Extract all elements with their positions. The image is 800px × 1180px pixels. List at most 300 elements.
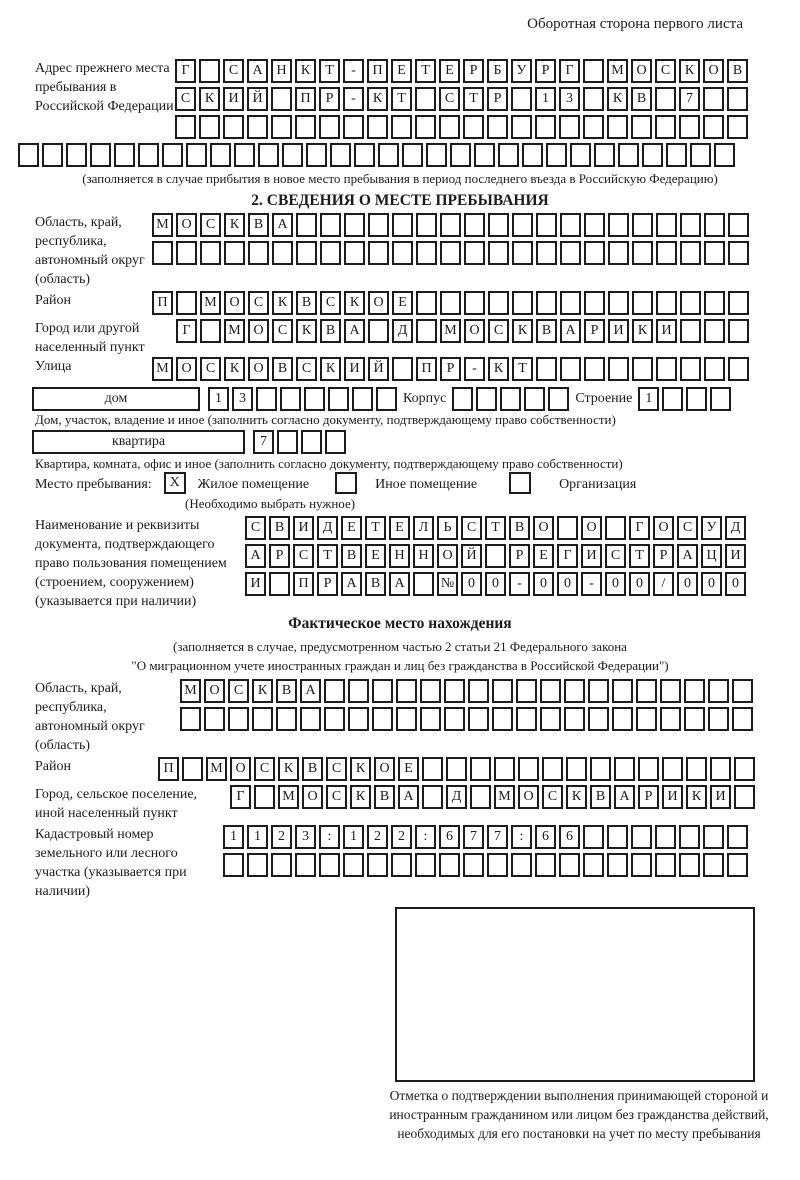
- char-cell: [583, 59, 604, 83]
- char-cell: [175, 115, 196, 139]
- char-cell: 1: [208, 387, 229, 411]
- char-cell: [636, 679, 657, 703]
- char-cell: [632, 213, 653, 237]
- char-cell: К: [488, 357, 509, 381]
- char-cell: [679, 853, 700, 877]
- char-cell: [392, 357, 413, 381]
- char-cell: [559, 853, 580, 877]
- char-cell: [280, 387, 301, 411]
- char-cell: Ь: [437, 516, 458, 540]
- char-cell: [446, 757, 467, 781]
- char-cell: [422, 757, 443, 781]
- char-cell: С: [326, 757, 347, 781]
- cadastral-cells-row-2: [223, 853, 751, 877]
- char-cell: [487, 853, 508, 877]
- char-cell: Д: [392, 319, 413, 343]
- char-cell: Р: [463, 59, 484, 83]
- cadastral-cells-row-1: [223, 825, 751, 849]
- char-cell: [488, 213, 509, 237]
- char-cell: Г: [559, 59, 580, 83]
- char-cell: О: [374, 757, 395, 781]
- char-cell: Н: [413, 544, 434, 568]
- char-cell: Т: [463, 87, 484, 111]
- char-cell: С: [245, 516, 266, 540]
- char-cell: [271, 87, 292, 111]
- street-cells: [152, 357, 752, 381]
- char-cell: К: [686, 785, 707, 809]
- char-cell: К: [320, 357, 341, 381]
- char-cell: С: [677, 516, 698, 540]
- char-cell: Е: [341, 516, 362, 540]
- char-cell: [372, 707, 393, 731]
- char-cell: /: [653, 572, 674, 596]
- char-cell: С: [254, 757, 275, 781]
- char-cell: С: [293, 544, 314, 568]
- actual-region-cells-row-1: [180, 679, 756, 703]
- char-cell: В: [302, 757, 323, 781]
- char-cell: А: [677, 544, 698, 568]
- char-cell: -: [343, 87, 364, 111]
- char-cell: [420, 707, 441, 731]
- char-cell: Ц: [701, 544, 722, 568]
- char-cell: А: [344, 319, 365, 343]
- char-cell: С: [200, 213, 221, 237]
- document-cells-row-3: [245, 572, 749, 596]
- char-cell: [734, 785, 755, 809]
- char-cell: 6: [439, 825, 460, 849]
- char-cell: Б: [487, 59, 508, 83]
- char-cell: [470, 757, 491, 781]
- char-cell: [540, 707, 561, 731]
- char-cell: [662, 387, 683, 411]
- char-cell: 2: [271, 825, 292, 849]
- char-cell: :: [415, 825, 436, 849]
- char-cell: [560, 241, 581, 265]
- section2-title: 2. СВЕДЕНИЯ О МЕСТЕ ПРЕБЫВАНИЯ: [251, 192, 549, 209]
- char-cell: [90, 143, 111, 167]
- char-cell: К: [350, 785, 371, 809]
- char-cell: А: [560, 319, 581, 343]
- char-cell: [402, 143, 423, 167]
- char-cell: [536, 241, 557, 265]
- char-cell: В: [272, 357, 293, 381]
- char-cell: 1: [638, 387, 659, 411]
- actual-city-row: [35, 785, 800, 823]
- house-number-cells: [208, 389, 400, 406]
- char-cell: [344, 213, 365, 237]
- char-cell: С: [326, 785, 347, 809]
- char-cell: [42, 143, 63, 167]
- char-cell: [704, 241, 725, 265]
- char-cell: [413, 572, 434, 596]
- char-cell: О: [464, 319, 485, 343]
- char-cell: [301, 430, 322, 454]
- char-cell: [564, 707, 585, 731]
- char-cell: [632, 291, 653, 315]
- char-cell: А: [300, 679, 321, 703]
- char-cell: 0: [605, 572, 626, 596]
- char-cell: [605, 516, 626, 540]
- char-cell: [348, 707, 369, 731]
- char-cell: У: [511, 59, 532, 83]
- char-cell: М: [152, 357, 173, 381]
- char-cell: [684, 679, 705, 703]
- char-cell: Д: [317, 516, 338, 540]
- street-row: [35, 357, 800, 385]
- region-label: Область, край, республика, автономный округ (область): [35, 215, 145, 287]
- char-cell: П: [152, 291, 173, 315]
- char-cell: [564, 679, 585, 703]
- char-cell: [464, 213, 485, 237]
- char-cell: [199, 115, 220, 139]
- char-cell: И: [662, 785, 683, 809]
- region-row: [35, 213, 800, 289]
- char-cell: [631, 825, 652, 849]
- char-cell: [282, 143, 303, 167]
- char-cell: [396, 679, 417, 703]
- char-cell: [66, 143, 87, 167]
- char-cell: [542, 757, 563, 781]
- char-cell: [728, 291, 749, 315]
- header-note: Оборотная сторона первого листа: [527, 16, 743, 32]
- char-cell: [560, 213, 581, 237]
- char-cell: [368, 213, 389, 237]
- stay-type-note: (Необходимо выбрать нужное): [185, 496, 356, 512]
- char-cell: Р: [584, 319, 605, 343]
- char-cell: [376, 387, 397, 411]
- apartment-number-cells: [253, 430, 349, 447]
- char-cell: [304, 387, 325, 411]
- char-cell: [704, 291, 725, 315]
- char-cell: О: [248, 357, 269, 381]
- char-cell: [727, 115, 748, 139]
- char-cell: С: [296, 357, 317, 381]
- char-cell: [391, 115, 412, 139]
- prev-address-cells: [175, 59, 751, 143]
- char-cell: [536, 213, 557, 237]
- char-cell: [655, 115, 676, 139]
- char-cell: [468, 707, 489, 731]
- char-cell: [224, 241, 245, 265]
- char-cell: [439, 115, 460, 139]
- char-cell: И: [245, 572, 266, 596]
- char-cell: 0: [677, 572, 698, 596]
- char-cell: А: [272, 213, 293, 237]
- char-cell: [680, 291, 701, 315]
- registration-stamp-box: [395, 907, 755, 1082]
- char-cell: [680, 319, 701, 343]
- char-cell: 3: [295, 825, 316, 849]
- region-cells-row-1: [152, 213, 752, 237]
- checkbox-other-premises: [335, 472, 357, 494]
- prev-address-row-1: [175, 59, 751, 83]
- char-cell: [612, 707, 633, 731]
- char-cell: [498, 143, 519, 167]
- char-cell: [559, 115, 580, 139]
- char-cell: 1: [535, 87, 556, 111]
- char-cell: К: [199, 87, 220, 111]
- prev-address-row-2: [175, 87, 751, 111]
- char-cell: [660, 679, 681, 703]
- stroenie-cells: [638, 389, 734, 406]
- char-cell: Т: [365, 516, 386, 540]
- char-cell: [710, 757, 731, 781]
- char-cell: А: [247, 59, 268, 83]
- char-cell: [594, 143, 615, 167]
- char-cell: Т: [415, 59, 436, 83]
- char-cell: Е: [391, 59, 412, 83]
- char-cell: [199, 59, 220, 83]
- char-cell: Р: [269, 544, 290, 568]
- char-cell: Р: [440, 357, 461, 381]
- char-cell: [728, 357, 749, 381]
- char-cell: [535, 115, 556, 139]
- char-cell: [320, 241, 341, 265]
- char-cell: :: [511, 825, 532, 849]
- char-cell: [450, 143, 471, 167]
- char-cell: №: [437, 572, 458, 596]
- char-cell: [684, 707, 705, 731]
- apartment-type-box: квартира: [32, 430, 245, 454]
- char-cell: -: [581, 572, 602, 596]
- district-label: Район: [35, 293, 71, 308]
- char-cell: [114, 143, 135, 167]
- char-cell: [734, 757, 755, 781]
- char-cell: [348, 679, 369, 703]
- prev-address-block: [35, 59, 800, 143]
- char-cell: Т: [391, 87, 412, 111]
- char-cell: [415, 853, 436, 877]
- char-cell: [463, 115, 484, 139]
- char-cell: Е: [389, 516, 410, 540]
- char-cell: Р: [638, 785, 659, 809]
- char-cell: -: [343, 59, 364, 83]
- char-cell: А: [614, 785, 635, 809]
- char-cell: И: [293, 516, 314, 540]
- char-cell: [680, 357, 701, 381]
- char-cell: К: [272, 291, 293, 315]
- char-cell: -: [464, 357, 485, 381]
- document-label: Наименование и реквизиты документа, подтверждающего право пользования помещением (строением, сооружением) (указывается при наличии): [35, 518, 227, 610]
- char-cell: 2: [367, 825, 388, 849]
- char-cell: [416, 213, 437, 237]
- char-cell: [680, 241, 701, 265]
- char-cell: В: [727, 59, 748, 83]
- char-cell: М: [494, 785, 515, 809]
- char-cell: О: [631, 59, 652, 83]
- char-cell: В: [374, 785, 395, 809]
- char-cell: [608, 357, 629, 381]
- char-cell: К: [252, 679, 273, 703]
- char-cell: Й: [368, 357, 389, 381]
- char-cell: 2: [391, 825, 412, 849]
- char-cell: -: [509, 572, 530, 596]
- char-cell: [176, 241, 197, 265]
- char-cell: М: [152, 213, 173, 237]
- char-cell: О: [703, 59, 724, 83]
- char-cell: Р: [319, 87, 340, 111]
- char-cell: [522, 143, 543, 167]
- char-cell: И: [223, 87, 244, 111]
- char-cell: Й: [461, 544, 482, 568]
- char-cell: [328, 387, 349, 411]
- char-cell: [642, 143, 663, 167]
- char-cell: Е: [365, 544, 386, 568]
- char-cell: С: [228, 679, 249, 703]
- char-cell: [367, 853, 388, 877]
- char-cell: [439, 853, 460, 877]
- char-cell: [618, 143, 639, 167]
- char-cell: [704, 357, 725, 381]
- char-cell: И: [710, 785, 731, 809]
- char-cell: К: [607, 87, 628, 111]
- char-cell: [452, 387, 473, 411]
- char-cell: [295, 115, 316, 139]
- char-cell: Е: [392, 291, 413, 315]
- char-cell: [588, 679, 609, 703]
- char-cell: [524, 387, 545, 411]
- char-cell: К: [224, 357, 245, 381]
- char-cell: 0: [557, 572, 578, 596]
- char-cell: Л: [413, 516, 434, 540]
- char-cell: [354, 143, 375, 167]
- char-cell: [444, 679, 465, 703]
- char-cell: [607, 825, 628, 849]
- char-cell: [269, 572, 290, 596]
- char-cell: 7: [463, 825, 484, 849]
- char-cell: В: [365, 572, 386, 596]
- char-cell: К: [512, 319, 533, 343]
- char-cell: [583, 115, 604, 139]
- char-cell: Г: [175, 59, 196, 83]
- char-cell: О: [302, 785, 323, 809]
- char-cell: И: [608, 319, 629, 343]
- document-cells-row-1: [245, 516, 749, 540]
- char-cell: [732, 707, 753, 731]
- char-cell: [476, 387, 497, 411]
- actual-district-cells: [158, 757, 758, 781]
- char-cell: [607, 853, 628, 877]
- document-cells: [245, 516, 749, 600]
- cadastral-cells: [223, 825, 751, 881]
- char-cell: 1: [223, 825, 244, 849]
- prev-address-caption: (заполняется в случае прибытия в новое место пребывания в период последнего въезда в Российскую Федерацию): [82, 171, 718, 186]
- char-cell: [660, 707, 681, 731]
- char-cell: И: [656, 319, 677, 343]
- apartment-row: [32, 430, 800, 454]
- char-cell: Н: [271, 59, 292, 83]
- char-cell: [655, 87, 676, 111]
- char-cell: Р: [317, 572, 338, 596]
- char-cell: [295, 853, 316, 877]
- char-cell: Р: [509, 544, 530, 568]
- char-cell: [276, 707, 297, 731]
- stamp-caption: Отметка о подтверждении выполнения принимающей стороной и иностранным гражданином или лицом без гражданства действий, необходимых для его постановки на учет по месту пребывания: [389, 1088, 769, 1142]
- char-cell: [487, 115, 508, 139]
- char-cell: [162, 143, 183, 167]
- char-cell: [727, 853, 748, 877]
- char-cell: 3: [232, 387, 253, 411]
- char-cell: [256, 387, 277, 411]
- char-cell: К: [367, 87, 388, 111]
- char-cell: [320, 213, 341, 237]
- char-cell: [632, 241, 653, 265]
- actual-region-row: [35, 679, 800, 755]
- char-cell: [343, 853, 364, 877]
- char-cell: П: [416, 357, 437, 381]
- char-cell: [254, 785, 275, 809]
- char-cell: Д: [446, 785, 467, 809]
- char-cell: П: [158, 757, 179, 781]
- char-cell: О: [176, 357, 197, 381]
- street-label: Улица: [35, 359, 72, 374]
- char-cell: [512, 241, 533, 265]
- district-cells: [152, 291, 752, 315]
- char-cell: С: [488, 319, 509, 343]
- char-cell: [324, 707, 345, 731]
- char-cell: [583, 853, 604, 877]
- stay-type-label: Место пребывания:: [35, 477, 152, 493]
- char-cell: [703, 853, 724, 877]
- city-label: Город или другой населенный пункт: [35, 321, 145, 355]
- char-cell: Г: [230, 785, 251, 809]
- actual-district-label: Район: [35, 759, 71, 775]
- char-cell: [368, 241, 389, 265]
- prev-address-label: Адрес прежнего места пребывания в Российской Федерации: [35, 61, 174, 114]
- char-cell: И: [344, 357, 365, 381]
- char-cell: А: [341, 572, 362, 596]
- char-cell: [234, 143, 255, 167]
- char-cell: [588, 707, 609, 731]
- char-cell: К: [296, 319, 317, 343]
- char-cell: [440, 291, 461, 315]
- char-cell: [391, 853, 412, 877]
- char-cell: В: [269, 516, 290, 540]
- char-cell: [319, 115, 340, 139]
- char-cell: В: [320, 319, 341, 343]
- char-cell: [704, 213, 725, 237]
- actual-region-cells: [180, 679, 756, 735]
- char-cell: [732, 679, 753, 703]
- char-cell: [271, 115, 292, 139]
- char-cell: М: [278, 785, 299, 809]
- char-cell: [703, 115, 724, 139]
- char-cell: [494, 757, 515, 781]
- char-cell: [463, 853, 484, 877]
- char-cell: 0: [725, 572, 746, 596]
- cadastral-row: [35, 825, 800, 901]
- char-cell: П: [295, 87, 316, 111]
- char-cell: П: [367, 59, 388, 83]
- char-cell: [666, 143, 687, 167]
- char-cell: [566, 757, 587, 781]
- stroenie-label: Строение: [575, 391, 633, 406]
- char-cell: [608, 241, 629, 265]
- char-cell: 7: [487, 825, 508, 849]
- char-cell: [570, 143, 591, 167]
- char-cell: 0: [701, 572, 722, 596]
- cadastral-label: Кадастровый номер земельного или лесного участка (указывается при наличии): [35, 827, 187, 900]
- char-cell: 1: [343, 825, 364, 849]
- char-cell: С: [248, 291, 269, 315]
- apartment-caption: Квартира, комната, офис и иное (заполнить согласно документу, подтверждающему право собственности): [35, 456, 623, 471]
- char-cell: 6: [559, 825, 580, 849]
- char-cell: К: [679, 59, 700, 83]
- char-cell: [252, 707, 273, 731]
- char-cell: [727, 87, 748, 111]
- char-cell: М: [200, 291, 221, 315]
- char-cell: О: [653, 516, 674, 540]
